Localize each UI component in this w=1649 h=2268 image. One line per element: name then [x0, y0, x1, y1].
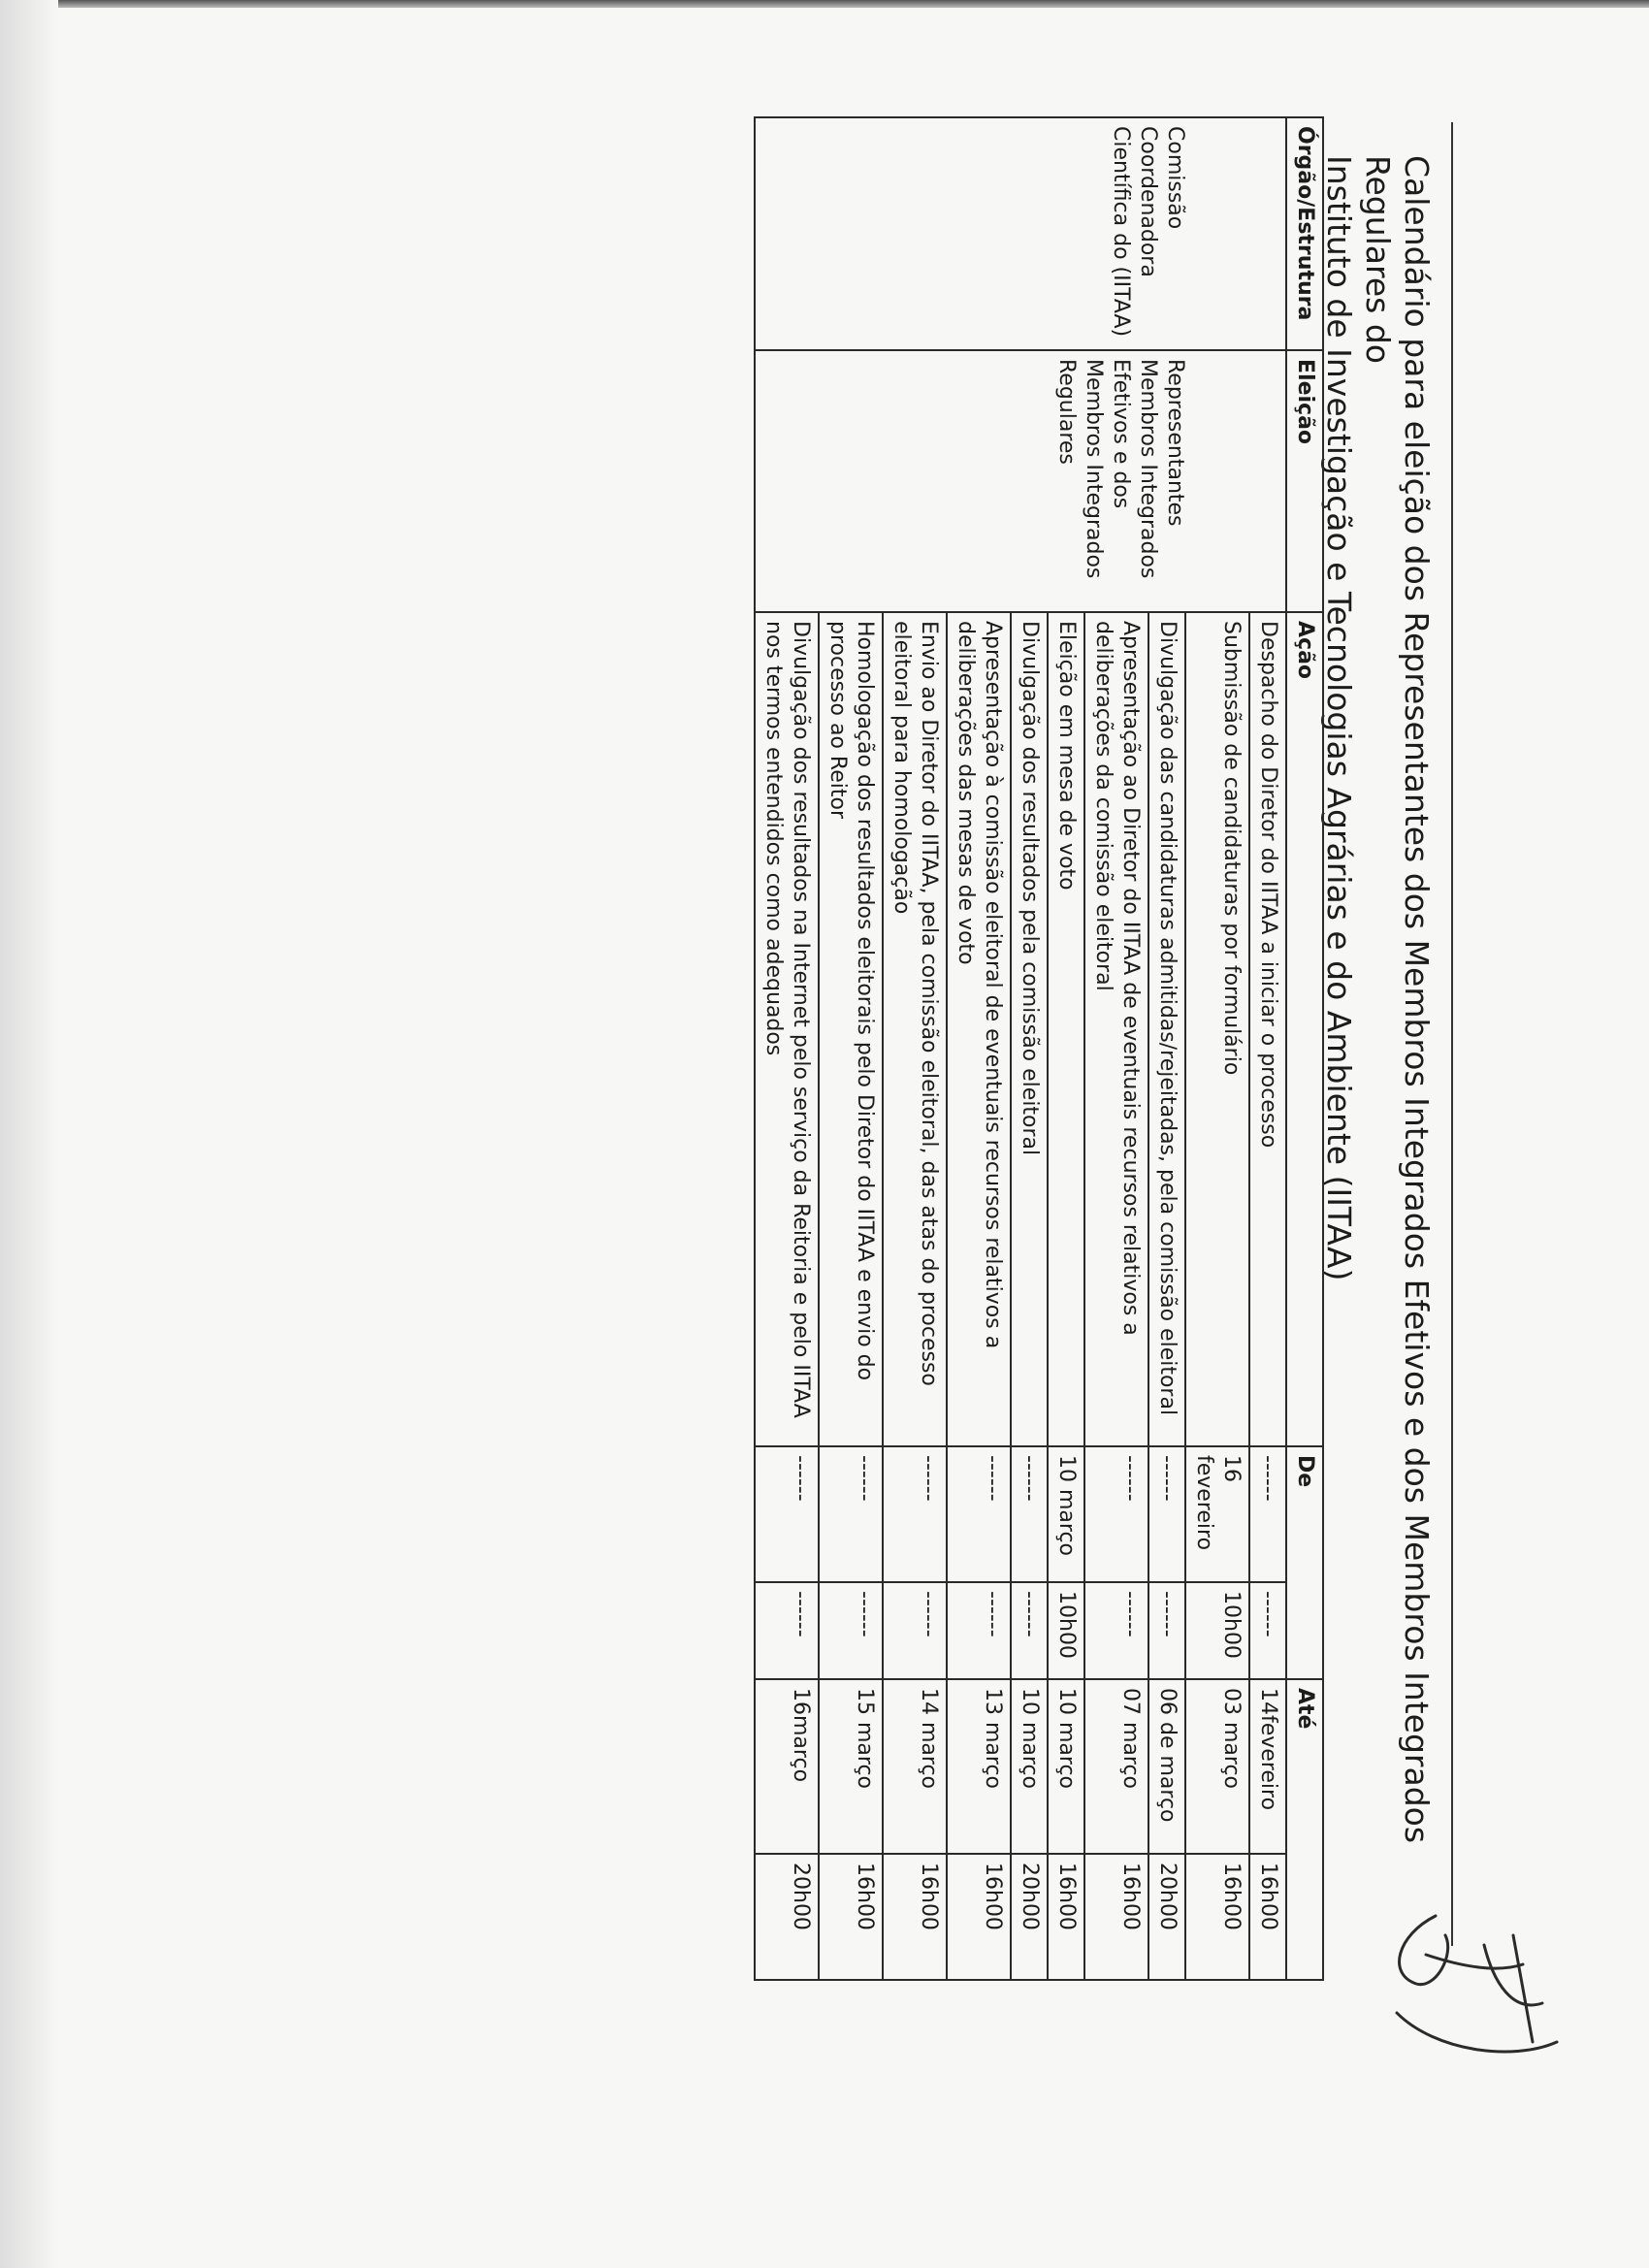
- acao-cell: Divulgação das candidaturas admitidas/rejeitadas, pela comissão eleitoral: [1148, 612, 1185, 1446]
- de-hora-cell: ------: [947, 1582, 1011, 1679]
- top-rule: [1451, 122, 1453, 1946]
- ate-hora-cell: 20h00: [755, 1854, 819, 1980]
- acao-cell: Apresentação ao Diretor do IITAA de eventuais recursos relativos a deliberações da comissão eleitoral: [1084, 612, 1148, 1446]
- ate-data-cell: 13 março: [947, 1679, 1011, 1854]
- title-line-2: Instituto de Investigação e Tecnologias Agrárias e do Ambiente (IITAA): [1320, 155, 1358, 1281]
- ate-data-cell: 16março: [755, 1679, 819, 1854]
- acao-cell: Submissão de candidaturas por formulário: [1185, 612, 1249, 1446]
- ate-data-cell: 15 março: [819, 1679, 883, 1854]
- rotated-document: [0, 116, 1455, 2251]
- de-data-cell: ------: [755, 1446, 819, 1582]
- table-header-row: [1286, 117, 1323, 1980]
- de-data-cell: ------: [819, 1446, 883, 1582]
- title-line-1: Calendário para eleição dos Representantes dos Membros Integrados Efetivos e dos Membros Integrados Regulares do: [1359, 155, 1436, 1844]
- acao-cell: Divulgação dos resultados na Internet pelo serviço da Reitoria e pelo IITAA nos termos entendidos como adequados: [755, 612, 819, 1446]
- ate-hora-cell: 16h00: [1185, 1854, 1249, 1980]
- ate-data-cell: 07 março: [1084, 1679, 1148, 1854]
- de-hora-cell: ------: [1148, 1582, 1185, 1679]
- ate-data-cell: 14fevereiro: [1249, 1679, 1286, 1854]
- de-data-cell: ------: [1249, 1446, 1286, 1582]
- de-data-cell: ------: [1011, 1446, 1048, 1582]
- ate-data-cell: 14 março: [883, 1679, 947, 1854]
- ate-hora-cell: 16h00: [819, 1854, 883, 1980]
- ate-hora-cell: 16h00: [1249, 1854, 1286, 1980]
- ate-data-cell: 03 março: [1185, 1679, 1249, 1854]
- acao-cell: Despacho do Diretor do IITAA a iniciar o processo: [1249, 612, 1286, 1446]
- de-hora-cell: ------: [1249, 1582, 1286, 1679]
- ate-data-cell: 10 março: [1011, 1679, 1048, 1854]
- de-hora-cell: ------: [1011, 1582, 1048, 1679]
- de-data-cell: ------: [1084, 1446, 1148, 1582]
- de-hora-cell: 10h00: [1185, 1582, 1249, 1679]
- de-hora-cell: ------: [1084, 1582, 1148, 1679]
- calendar-table: [754, 116, 1324, 1981]
- ate-hora-cell: 16h00: [947, 1854, 1011, 1980]
- scan-edge-top: [0, 0, 1649, 8]
- de-data-cell: ------: [883, 1446, 947, 1582]
- acao-cell: Eleição em mesa de voto: [1048, 612, 1084, 1446]
- header-acao: Ação: [1286, 612, 1323, 1446]
- table-row: [1249, 117, 1286, 1980]
- ate-hora-cell: 16h00: [1084, 1854, 1148, 1980]
- acao-cell: Apresentação à comissão eleitoral de eventuais recursos relativos a deliberações das mesas de voto: [947, 612, 1011, 1446]
- header-eleicao: Eleição: [1286, 350, 1323, 612]
- ate-hora-cell: 20h00: [1148, 1854, 1185, 1980]
- ate-data-cell: 10 março: [1048, 1679, 1084, 1854]
- header-orgao: Órgão/Estrutura: [1286, 117, 1323, 350]
- de-data-cell: ------: [947, 1446, 1011, 1582]
- handwritten-signature: [1377, 1896, 1571, 2071]
- ate-hora-cell: 20h00: [1011, 1854, 1048, 1980]
- acao-cell: Divulgação dos resultados pela comissão eleitoral: [1011, 612, 1048, 1446]
- de-hora-cell: ------: [883, 1582, 947, 1679]
- header-ate: Até: [1286, 1679, 1323, 1980]
- ate-data-cell: 06 de março: [1148, 1679, 1185, 1854]
- ate-hora-cell: 16h00: [883, 1854, 947, 1980]
- eleicao-cell: Representantes Membros Integrados Efetivos e dos Membros Integrados Regulares: [755, 350, 1286, 612]
- de-hora-cell: ------: [819, 1582, 883, 1679]
- de-hora-cell: 10h00: [1048, 1582, 1084, 1679]
- orgao-cell: Comissão Coordenadora Científica do (IITAA): [755, 117, 1286, 350]
- de-data-cell: ------: [1148, 1446, 1185, 1582]
- ate-hora-cell: 16h00: [1048, 1854, 1084, 1980]
- acao-cell: Envio ao Diretor do IITAA, pela comissão eleitoral, das atas do processo eleitoral para homologação: [883, 612, 947, 1446]
- de-data-cell: 10 março: [1048, 1446, 1084, 1582]
- document-title: [1319, 155, 1436, 1998]
- header-de: De: [1286, 1446, 1323, 1679]
- de-hora-cell: ------: [755, 1582, 819, 1679]
- acao-cell: Homologação dos resultados eleitorais pelo Diretor do IITAA e envio do processo ao Reitor: [819, 612, 883, 1446]
- de-data-cell: 16 fevereiro: [1185, 1446, 1249, 1582]
